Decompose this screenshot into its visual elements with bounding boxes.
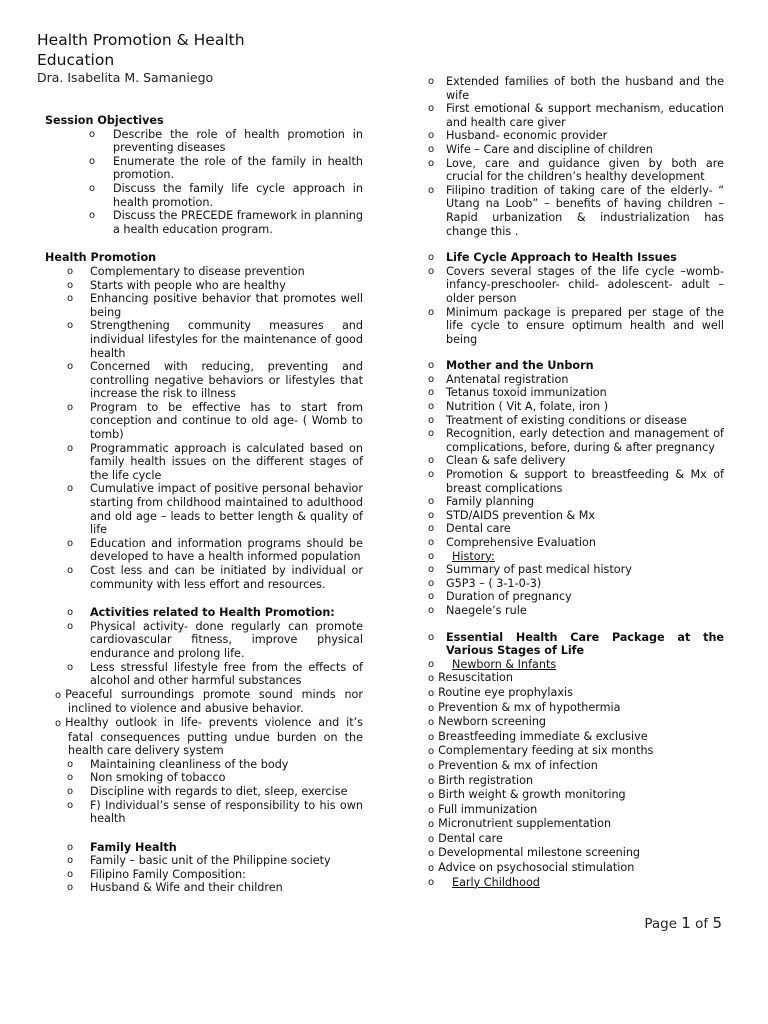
essential-item-text: Micronutrient supplementation [438, 817, 612, 831]
history-item [428, 604, 724, 618]
mother-item [428, 400, 724, 414]
bullet-icon: o [67, 785, 74, 797]
essential-item [428, 846, 724, 861]
bullet-icon: o [428, 631, 435, 643]
health-promotion-item-text: Programmatic approach is calculated based on family health issues on the different stages of the life cycle [90, 441, 363, 482]
objective-item [45, 128, 363, 155]
essential-item [428, 803, 724, 818]
mother-item [428, 373, 724, 387]
family-health-item [45, 881, 363, 895]
activity-inline-item-text: Healthy outlook in life- prevents violence and it’s fatal consequences putting undue burden on the health care delivery system [65, 715, 363, 758]
activity-item [45, 661, 363, 688]
mother-item [428, 414, 724, 428]
activity-item-text: Physical activity- done regularly can promote cardiovascular fitness, improve physical endurance and prolong life. [90, 619, 363, 660]
life-cycle-item [428, 306, 724, 347]
health-promotion-item [45, 279, 363, 293]
history-item-text: Duration of pregnancy [446, 590, 572, 604]
life-cycle-heading-item [428, 251, 724, 265]
bullet-icon: o [428, 523, 435, 535]
bullet-icon: o [67, 799, 74, 811]
health-promotion-item [45, 292, 363, 319]
bullet-icon: o [428, 455, 435, 467]
bullet-icon: o [428, 819, 435, 831]
bullet-icon: o [67, 401, 74, 413]
health-promotion-item-text: Complementary to disease prevention [90, 264, 305, 278]
bullet-icon: o [67, 361, 74, 373]
health-promotion-item [45, 360, 363, 401]
activity-item [45, 799, 363, 826]
activity-item-text: Maintaining cleanliness of the body [90, 757, 289, 771]
bullet-icon: o [428, 130, 435, 142]
bullet-icon: o [428, 509, 435, 521]
mother-item [428, 427, 724, 454]
objective-item [45, 182, 363, 209]
activities-heading: Activities related to Health Promotion: [90, 606, 335, 620]
essential-item [428, 832, 724, 847]
bullet-icon: o [428, 591, 435, 603]
essential-item [428, 861, 724, 876]
life-cycle-item-text: Covers several stages of the life cycle –womb-infancy-preschooler- child- adolescent- adult – older person [446, 264, 724, 305]
bullet-icon: o [428, 833, 435, 845]
essential-item [428, 715, 724, 730]
health-promotion-item [45, 564, 363, 591]
bullet-icon: o [428, 76, 435, 87]
activities-heading-item [45, 606, 363, 620]
health-promotion-item [45, 319, 363, 360]
health-promotion-item [45, 537, 363, 564]
newborn-label: Newborn & Infants [452, 657, 557, 671]
health-promotion-item [45, 401, 363, 442]
essential-item-text: Birth weight & growth monitoring [438, 788, 626, 802]
activity-inline-item-text: Peaceful surroundings promote sound minds nor inclined to violence and abusive behavior. [65, 687, 363, 716]
mother-item [428, 536, 724, 550]
health-promotion-item-text: Strengthening community measures and individual lifestyles for the maintenance of good health [90, 319, 363, 360]
life-cycle-list [428, 265, 724, 347]
bullet-icon: o [428, 306, 435, 318]
family-role-item-text: Extended families of both the husband and the wife [446, 75, 724, 102]
essential-heading: Essential Health Care Package at the Various Stages of Life [446, 630, 724, 658]
mother-item-text: Promotion & support to breastfeeding & Mx of breast complications [446, 468, 724, 495]
history-item-text: Summary of past medical history [446, 563, 632, 577]
history-item-text: Naegele’s rule [446, 603, 527, 617]
bullet-icon: o [428, 604, 435, 616]
activity-item-text: Discipline with regards to diet, sleep, exercise [90, 784, 348, 798]
bullet-icon: o [89, 155, 96, 167]
mother-item-text: Family planning [446, 495, 535, 509]
activity-item [45, 785, 363, 799]
bullet-icon: o [67, 483, 74, 495]
health-promotion-item [45, 442, 363, 483]
health-promotion-item [45, 482, 363, 536]
history-item [428, 590, 724, 604]
objective-item-text: Describe the role of health promotion in preventing diseases [113, 127, 363, 155]
history-list [428, 563, 724, 617]
mother-item-text: Nutrition ( Vit A, folate, iron ) [446, 400, 609, 414]
page-word: Page [644, 916, 677, 932]
objective-item-text: Discuss the family life cycle approach in health promotion. [113, 181, 363, 209]
family-health-item [45, 868, 363, 882]
activity-item-text: Less stressful lifestyle free from the effects of alcohol and other harmful substances [90, 660, 363, 688]
early-childhood-label: Early Childhood [452, 875, 540, 889]
bullet-icon: o [428, 658, 435, 670]
health-promotion-item-text: Concerned with reducing, preventing and controlling negative behaviors or lifestyles that increase the risk to illness [90, 360, 363, 401]
bullet-icon: o [67, 868, 74, 880]
bullet-icon: o [89, 210, 96, 222]
family-role-item [428, 129, 724, 143]
mother-item-text: Comprehensive Evaluation [446, 536, 596, 549]
history-item [428, 577, 724, 591]
bullet-icon: o [67, 279, 74, 291]
bullet-icon: o [428, 143, 435, 155]
family-role-item [428, 75, 724, 102]
family-roles-list [428, 75, 724, 238]
family-health-item-text: Husband & Wife and their children [90, 881, 283, 895]
essential-item-text: Routine eye prophylaxis [438, 685, 573, 699]
objective-item [45, 155, 363, 182]
bullet-icon: o [67, 320, 74, 332]
activity-item-text: F) Individual’s sense of responsibility to his own health [90, 798, 363, 826]
bullet-icon: o [428, 373, 435, 385]
page-total: 5 [712, 914, 722, 932]
health-promotion-item-text: Program to be effective has to start from conception and continue to old age- ( Womb to tomb) [90, 400, 363, 442]
health-promotion-heading: Health Promotion [45, 251, 157, 265]
activity-item [45, 771, 363, 785]
health-promotion-item-text: Starts with people who are healthy [90, 278, 286, 292]
health-promotion-item [45, 265, 363, 279]
bullet-icon: o [428, 564, 435, 576]
history-item-text: G5P3 – ( 3-1-0-3) [446, 576, 542, 590]
bullet-icon: o [55, 689, 62, 701]
bullet-icon: o [55, 717, 62, 729]
activity-item-text: Non smoking of tobacco [90, 771, 226, 785]
bullet-icon: o [67, 537, 74, 549]
bullet-icon: o [428, 469, 435, 481]
health-promotion-item-text: Education and information programs should be developed to have a health informed population [90, 536, 363, 564]
bullet-icon: o [428, 804, 435, 816]
bullet-icon: o [428, 103, 435, 115]
health-promotion-item-text: Cost less and can be initiated by individual or community with less effort and resources. [90, 564, 363, 591]
bullet-icon: o [89, 182, 96, 194]
family-health-list [45, 854, 363, 895]
essential-item [428, 744, 724, 759]
bullet-icon: o [428, 717, 435, 729]
bullet-icon: o [67, 772, 74, 784]
family-health-item-text: Family – basic unit of the Philippine society [90, 854, 331, 868]
bullet-icon: o [67, 661, 74, 673]
activity-inline-item [34, 716, 363, 758]
mother-item-text: Recognition, early detection and management of complications, before, during & after pregnancy [446, 427, 724, 454]
mother-item-text: Tetanus toxoid immunization [446, 386, 607, 400]
bullet-icon: o [67, 841, 74, 853]
mother-heading: Mother and the Unborn [446, 359, 594, 373]
essential-item [428, 788, 724, 803]
family-health-item [45, 854, 363, 868]
family-role-item-text: First emotional & support mechanism, education and health care giver [446, 102, 724, 129]
early-childhood-item [428, 876, 724, 890]
essential-heading-item [428, 631, 724, 658]
bullet-icon: o [428, 673, 435, 685]
family-role-item-text: Love, care and guidance given by both are crucial for the children’s healthy development [446, 156, 724, 184]
family-role-item [428, 184, 724, 238]
mother-item [428, 454, 724, 468]
objectives-list [45, 128, 363, 237]
family-health-item-text: Filipino Family Composition: [90, 867, 246, 881]
essential-item-text: Advice on psychosocial stimulation [438, 861, 635, 875]
document-title [37, 30, 367, 70]
page-number: 1 [681, 914, 691, 932]
essential-item [428, 730, 724, 745]
bullet-icon: o [428, 157, 435, 169]
health-promotion-list [45, 265, 363, 591]
bullet-icon: o [428, 428, 435, 440]
bullet-icon: o [67, 758, 74, 770]
family-role-item [428, 157, 724, 184]
family-role-item [428, 102, 724, 129]
mother-item-text: Clean & safe delivery [446, 454, 566, 468]
bullet-icon: o [428, 687, 435, 699]
health-promotion-item-text: Cumulative impact of positive personal behavior starting from childhood maintained to adulthood and old age – leads to better length & quality of life [90, 482, 363, 537]
essential-item [428, 774, 724, 789]
of-word: of [695, 916, 709, 932]
bullet-icon: o [428, 746, 435, 758]
bullet-icon: o [428, 702, 435, 714]
essential-item-text: Developmental milestone screening [438, 846, 641, 860]
bullet-icon: o [428, 863, 435, 875]
mother-item-text: Dental care [446, 522, 511, 536]
objective-item [45, 209, 363, 236]
left-column [45, 114, 363, 895]
author-name: Dra. Isabelita M. Samaniego [37, 70, 214, 85]
title-line-1: Health Promotion & Health [37, 31, 245, 49]
bullet-icon: o [67, 265, 74, 277]
family-role-item-text: Filipino tradition of taking care of the elderly- “ Utang na Loob” – benefits of having children – Rapid urbanization & industrialization has change this . [446, 183, 724, 238]
essential-item-text: Full immunization [438, 802, 538, 816]
bullet-icon: o [67, 607, 74, 619]
mother-item [428, 468, 724, 495]
history-item [428, 563, 724, 577]
essential-item-text: Resuscitation [438, 671, 513, 685]
essential-item [428, 671, 724, 686]
mother-item [428, 509, 724, 523]
essential-item-text: Breastfeeding immediate & exclusive [438, 729, 648, 743]
bullet-icon: o [67, 882, 74, 894]
family-role-item-text: Wife – Care and discipline of children [446, 142, 653, 156]
life-cycle-heading: Life Cycle Approach to Health Issues [446, 251, 677, 265]
essential-item [428, 686, 724, 701]
mother-item [428, 495, 724, 509]
bullet-icon: o [89, 128, 96, 140]
life-cycle-item [428, 265, 724, 306]
bullet-icon: o [428, 252, 435, 264]
bullet-icon: o [428, 731, 435, 743]
bullet-icon: o [428, 550, 435, 562]
family-role-item-text: Husband- economic provider [446, 129, 608, 143]
bullet-icon: o [67, 293, 74, 305]
history-label: History: [452, 549, 495, 563]
bullet-icon: o [67, 442, 74, 454]
health-promotion-item-text: Enhancing positive behavior that promotes well being [90, 292, 363, 319]
family-health-heading-item [45, 841, 363, 855]
family-health-heading: Family Health [90, 840, 177, 854]
page-footer [644, 914, 722, 933]
bullet-icon: o [428, 790, 435, 802]
activity-inline-item [34, 688, 363, 716]
bullet-icon: o [428, 265, 435, 277]
bullet-icon: o [428, 876, 435, 888]
activity-item [45, 620, 363, 661]
mother-item-text: STD/AIDS prevention & Mx [446, 508, 596, 522]
essential-item [428, 817, 724, 832]
family-role-item [428, 143, 724, 157]
essential-list [428, 671, 724, 875]
essential-item-text: Newborn screening [438, 715, 547, 729]
bullet-icon: o [67, 565, 74, 576]
bullet-icon: o [428, 387, 435, 399]
objective-item-text: Discuss the PRECEDE framework in planning a health education program. [113, 209, 363, 236]
bullet-icon: o [428, 537, 435, 548]
bullet-icon: o [428, 848, 435, 860]
history-label-item [428, 550, 724, 564]
newborn-label-item [428, 658, 724, 672]
essential-item-text: Complementary feeding at six months [438, 744, 654, 758]
essential-item-text: Prevention & mx of hypothermia [438, 700, 621, 714]
bullet-icon: o [428, 184, 435, 196]
bullet-icon: o [428, 401, 435, 413]
essential-item [428, 701, 724, 716]
mother-item-text: Treatment of existing conditions or disease [446, 413, 687, 427]
activity-item [45, 758, 363, 772]
activities-list [45, 620, 363, 826]
right-column [428, 75, 724, 889]
essential-item-text: Prevention & mx of infection [438, 758, 598, 772]
bullet-icon: o [428, 775, 435, 787]
mother-list [428, 373, 724, 550]
essential-item-text: Dental care [438, 831, 503, 845]
essential-item [428, 759, 724, 774]
bullet-icon: o [428, 360, 435, 372]
bullet-icon: o [428, 414, 435, 426]
objectives-heading: Session Objectives [45, 114, 164, 127]
mother-item-text: Antenatal registration [446, 372, 569, 386]
bullet-icon: o [67, 855, 74, 867]
bullet-icon: o [428, 496, 435, 508]
mother-item [428, 522, 724, 536]
mother-heading-item [428, 359, 724, 373]
essential-item-text: Birth registration [438, 773, 534, 787]
bullet-icon: o [67, 620, 74, 632]
bullet-icon: o [428, 760, 435, 772]
life-cycle-item-text: Minimum package is prepared per stage of the life cycle to ensure optimum health and well being [446, 305, 724, 346]
mother-item [428, 386, 724, 400]
title-line-2: Education [37, 51, 115, 69]
bullet-icon: o [428, 577, 435, 589]
objective-item-text: Enumerate the role of the family in health promotion. [113, 154, 363, 182]
